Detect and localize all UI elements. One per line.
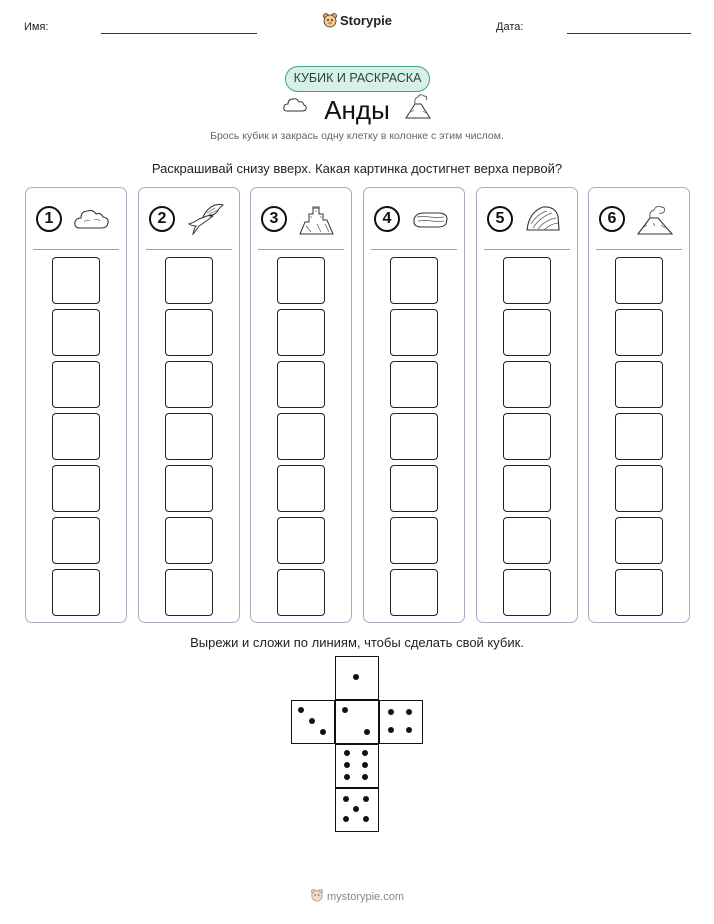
page-title: Анды <box>324 95 390 125</box>
column-header <box>149 202 233 236</box>
color-cell[interactable] <box>503 413 551 460</box>
color-cell[interactable] <box>615 569 663 616</box>
pip <box>353 674 359 680</box>
column-divider <box>371 249 457 250</box>
striped-rock-icon <box>523 202 563 236</box>
volcano-icon <box>635 202 675 236</box>
color-cell[interactable] <box>165 517 213 564</box>
column-5 <box>476 187 578 623</box>
date-label: Дата: <box>496 21 524 33</box>
die-face-3 <box>291 700 335 744</box>
color-cell[interactable] <box>277 413 325 460</box>
color-cell[interactable] <box>277 257 325 304</box>
color-cell[interactable] <box>165 309 213 356</box>
brand-name: Storypie <box>339 13 392 28</box>
color-cell[interactable] <box>52 257 100 304</box>
cut-instruction: Вырежи и сложи по линиям, чтобы сделать свой кубик. <box>190 635 524 650</box>
date-line[interactable] <box>567 33 691 34</box>
color-cell[interactable] <box>503 309 551 356</box>
color-cell[interactable] <box>390 361 438 408</box>
color-cell[interactable] <box>165 257 213 304</box>
footer-url: mystorypie.com <box>326 891 405 903</box>
pip <box>344 774 350 780</box>
die-face-1 <box>335 656 379 700</box>
footer <box>0 888 714 903</box>
pip <box>363 796 369 802</box>
pip <box>298 707 304 713</box>
column-1 <box>25 187 127 623</box>
color-cell[interactable] <box>503 517 551 564</box>
pip <box>309 718 315 724</box>
condor-icon <box>185 202 225 236</box>
pip <box>362 750 368 756</box>
pip <box>343 816 349 822</box>
name-line[interactable] <box>101 33 257 34</box>
color-cell[interactable] <box>52 361 100 408</box>
pip <box>344 750 350 756</box>
cloud-icon <box>72 202 112 236</box>
pip <box>406 709 412 715</box>
pip <box>406 727 412 733</box>
column-divider <box>146 249 232 250</box>
color-cell[interactable] <box>52 413 100 460</box>
color-cell[interactable] <box>390 517 438 564</box>
color-cell[interactable] <box>503 569 551 616</box>
color-cell[interactable] <box>390 309 438 356</box>
pip <box>364 729 370 735</box>
color-cell[interactable] <box>615 517 663 564</box>
pip <box>342 707 348 713</box>
pip <box>362 762 368 768</box>
color-cell[interactable] <box>277 465 325 512</box>
column-number: 6 <box>599 206 625 232</box>
column-header <box>487 202 571 236</box>
pip <box>320 729 326 735</box>
column-divider <box>484 249 570 250</box>
brand-logo <box>0 12 714 28</box>
column-number: 1 <box>36 206 62 232</box>
pip <box>353 806 359 812</box>
die-face-4 <box>379 700 423 744</box>
pip <box>388 727 394 733</box>
color-cell[interactable] <box>503 257 551 304</box>
color-cell[interactable] <box>165 569 213 616</box>
color-cell[interactable] <box>277 517 325 564</box>
color-cell[interactable] <box>615 413 663 460</box>
column-header <box>374 202 458 236</box>
color-cell[interactable] <box>165 413 213 460</box>
color-cell[interactable] <box>615 361 663 408</box>
storypie-mascot-icon <box>310 888 324 902</box>
pip <box>344 762 350 768</box>
color-cell[interactable] <box>390 413 438 460</box>
color-cell[interactable] <box>615 465 663 512</box>
color-cell[interactable] <box>503 361 551 408</box>
activity-badge: КУБИК И РАСКРАСКА <box>285 66 430 92</box>
die-face-5 <box>335 788 379 832</box>
column-6 <box>588 187 690 623</box>
volcano-decoration-icon <box>404 92 432 120</box>
storypie-mascot-icon <box>322 12 338 28</box>
pip <box>388 709 394 715</box>
column-divider <box>596 249 682 250</box>
color-cell[interactable] <box>165 361 213 408</box>
color-cell[interactable] <box>277 569 325 616</box>
color-cell[interactable] <box>52 569 100 616</box>
color-cell[interactable] <box>277 361 325 408</box>
die-face-6 <box>335 744 379 788</box>
color-cell[interactable] <box>615 309 663 356</box>
column-number: 5 <box>487 206 513 232</box>
mountain-fortress-icon <box>297 202 337 236</box>
pip <box>363 816 369 822</box>
color-cell[interactable] <box>615 257 663 304</box>
color-cell[interactable] <box>52 309 100 356</box>
name-label: Имя: <box>24 21 49 33</box>
color-cell[interactable] <box>503 465 551 512</box>
column-header <box>599 202 683 236</box>
column-number: 4 <box>374 206 400 232</box>
color-cell[interactable] <box>390 569 438 616</box>
column-divider <box>33 249 119 250</box>
pip <box>362 774 368 780</box>
color-cell[interactable] <box>390 465 438 512</box>
color-cell[interactable] <box>277 309 325 356</box>
column-header <box>36 202 120 236</box>
column-header <box>261 202 345 236</box>
column-number: 3 <box>261 206 287 232</box>
die-face-2 <box>335 700 379 744</box>
instruction-text: Раскрашивай снизу вверх. Какая картинка достигнет верха первой? <box>151 161 563 176</box>
color-cell[interactable] <box>165 465 213 512</box>
column-4 <box>363 187 465 623</box>
stone-slab-icon <box>410 202 450 236</box>
color-cell[interactable] <box>390 257 438 304</box>
column-number: 2 <box>149 206 175 232</box>
color-cell[interactable] <box>52 465 100 512</box>
column-3 <box>250 187 352 623</box>
color-cell[interactable] <box>52 517 100 564</box>
pip <box>343 796 349 802</box>
column-divider <box>258 249 344 250</box>
subtitle: Брось кубик и закрась одну клетку в колонке с этим числом. <box>210 130 504 142</box>
column-2 <box>138 187 240 623</box>
